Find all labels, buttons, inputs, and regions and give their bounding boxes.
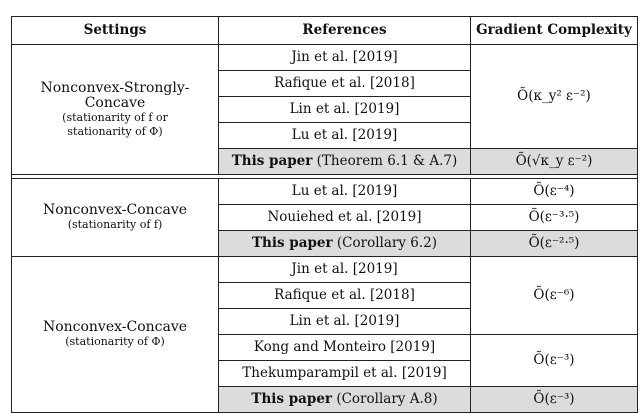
complexity-cell: Õ(ε⁻³) <box>471 335 638 387</box>
reference-cell: Jin et al. [2019] <box>219 45 471 71</box>
setting-cell <box>12 45 219 175</box>
reference-cell: Lin et al. [2019] <box>219 309 471 335</box>
this-paper-detail: (Corollary 6.2) <box>336 235 438 251</box>
setting-subtitle: (stationarity of Φ) <box>65 335 165 348</box>
this-paper-complexity: Õ(ε⁻³) <box>471 387 638 413</box>
this-paper-complexity: Õ(√κ_y ε⁻²) <box>471 149 638 175</box>
this-paper-reference <box>219 149 471 175</box>
complexity-cell: Õ(ε⁻⁶) <box>471 257 638 335</box>
this-paper-reference <box>219 387 471 413</box>
reference-cell: Nouiehed et al. [2019] <box>219 205 471 231</box>
reference-cell: Lu et al. [2019] <box>219 123 471 149</box>
setting-title: Nonconvex-Strongly-Concave <box>40 79 190 111</box>
this-paper-reference <box>219 231 471 257</box>
complexity-cell: Õ(κ_y² ε⁻²) <box>471 45 638 149</box>
this-paper-label: This paper <box>231 153 313 169</box>
reference-cell: Thekumparampil et al. [2019] <box>219 361 471 387</box>
table-row <box>12 179 638 205</box>
reference-cell: Rafique et al. [2018] <box>219 71 471 97</box>
table-row <box>12 45 638 71</box>
this-paper-label: This paper <box>251 235 333 251</box>
this-paper-complexity: Õ(ε⁻²·⁵) <box>471 231 638 257</box>
reference-cell: Jin et al. [2019] <box>219 257 471 283</box>
this-paper-detail: (Corollary A.8) <box>336 391 438 407</box>
reference-cell: Kong and Monteiro [2019] <box>219 335 471 361</box>
complexity-cell: Õ(ε⁻⁴) <box>471 179 638 205</box>
setting-title: Nonconvex-Concave <box>42 319 188 335</box>
header-complexity: Gradient Complexity <box>471 17 638 45</box>
header-settings: Settings <box>12 17 219 45</box>
reference-cell: Rafique et al. [2018] <box>219 283 471 309</box>
header-row <box>12 17 638 45</box>
setting-title: Nonconvex-Concave <box>42 202 188 218</box>
this-paper-label: This paper <box>251 391 333 407</box>
setting-cell <box>12 179 219 257</box>
setting-subtitle: (stationarity of f) <box>67 218 163 231</box>
setting-subtitle: stationarity of Φ) <box>67 124 163 138</box>
reference-cell: Lu et al. [2019] <box>219 179 471 205</box>
this-paper-detail: (Theorem 6.1 & A.7) <box>316 153 458 169</box>
reference-cell: Lin et al. [2019] <box>219 97 471 123</box>
header-references: References <box>219 17 471 45</box>
table-row <box>12 257 638 283</box>
setting-subtitle: (stationarity of f or <box>62 110 168 124</box>
setting-cell <box>12 257 219 413</box>
complexity-cell: Õ(ε⁻³·⁵) <box>471 205 638 231</box>
complexity-table <box>11 16 638 413</box>
